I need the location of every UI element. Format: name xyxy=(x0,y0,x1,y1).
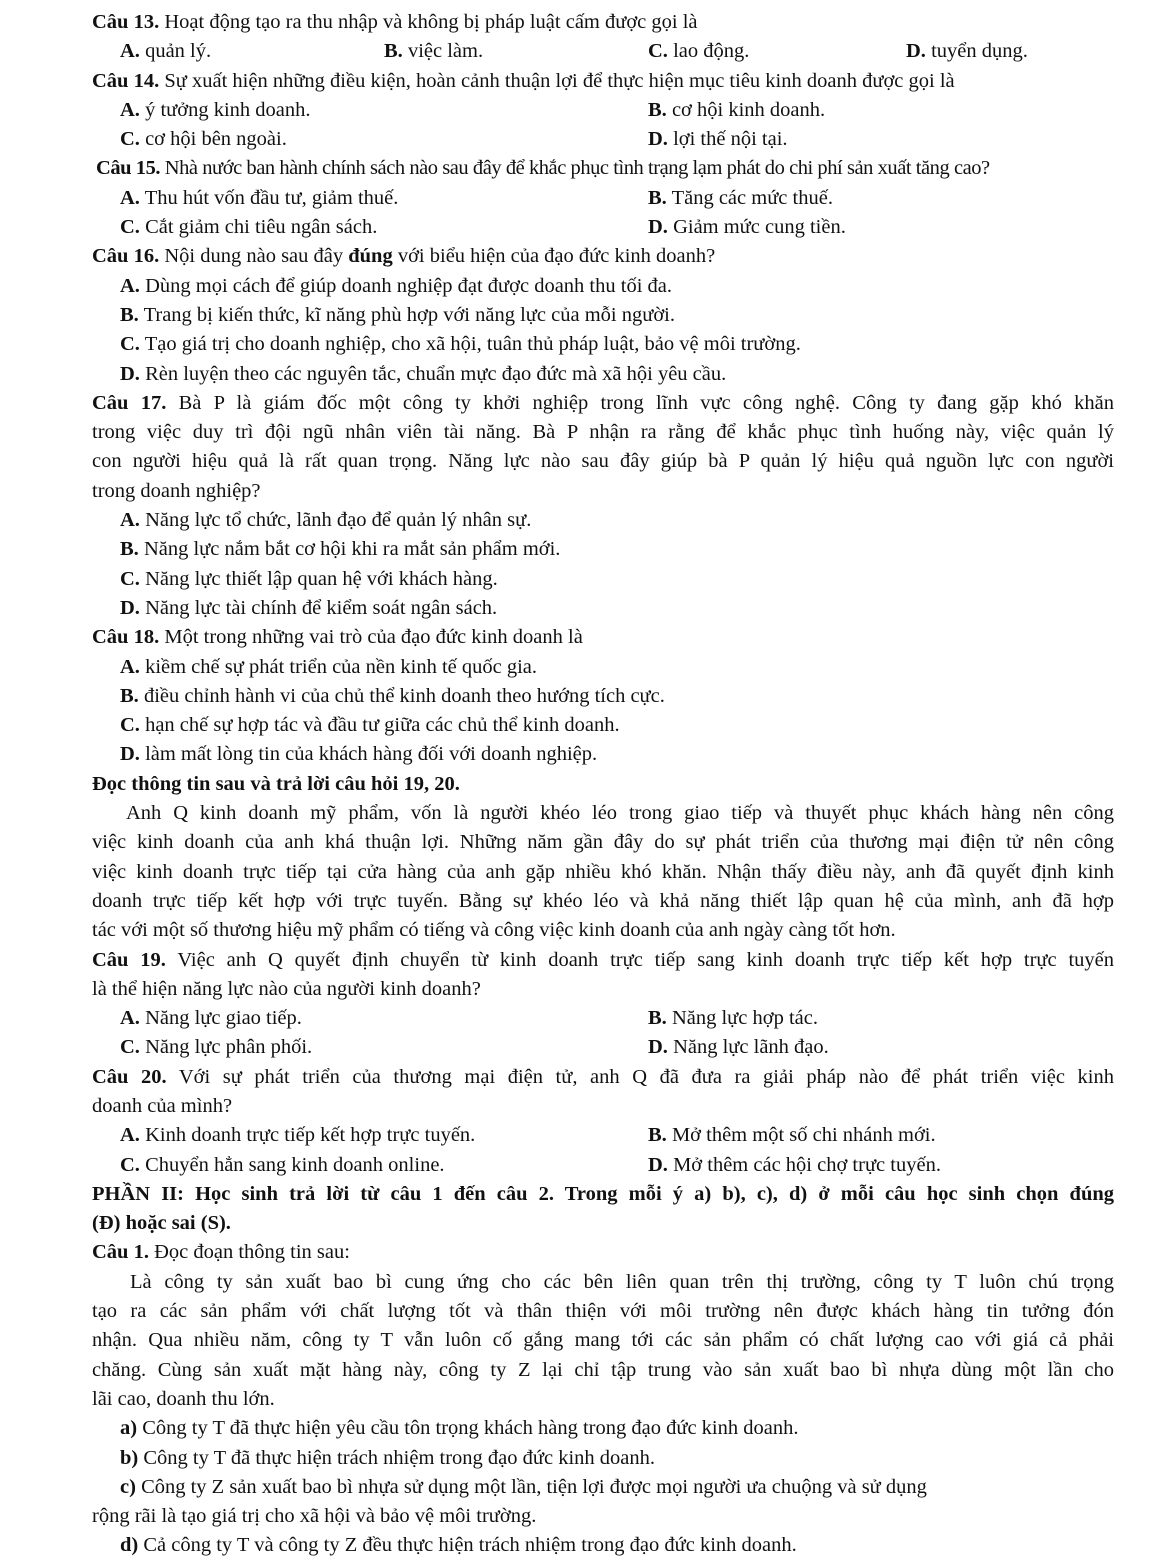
option-c: C. Tạo giá trị cho doanh nghiệp, cho xã hội, tuân thủ pháp luật, bảo vệ môi trường. xyxy=(120,333,801,356)
question-20-line: doanh của mình? xyxy=(92,1094,233,1117)
question-label: Câu 15. xyxy=(96,157,161,180)
question-text: Với sự phát triển của thương mại điện tử, anh Q đã đưa ra giải pháp nào để phát triển việc kinh xyxy=(178,1065,1114,1088)
option-d: D. Giảm mức cung tiền. xyxy=(648,216,846,239)
option-d: D. lợi thế nội tại. xyxy=(648,128,788,151)
question-label: Câu 13. xyxy=(92,11,160,33)
option-b: B. việc làm. xyxy=(384,40,484,63)
passage-line: Là công ty sản xuất bao bì cung ứng cho các bên liên quan trên thị trường, công ty T luôn chú trọng xyxy=(130,1270,1114,1293)
emphasis-word: đúng xyxy=(348,245,393,268)
statement-c: c) Công ty Z sản xuất bao bì nhựa sử dụng một lần, tiện lợi được mọi người ưa chuộng và sử dụng xyxy=(120,1475,927,1498)
options-row xyxy=(92,213,1114,242)
option-c: C. Năng lực phân phối. xyxy=(120,1036,313,1059)
reading-line: tác với một số thương hiệu mỹ phẩm có tiếng và công việc kinh doanh của anh ngày càng tốt hơn. xyxy=(92,919,896,942)
question-13 xyxy=(92,8,1114,37)
option-a: A. Kinh doanh trực tiếp kết hợp trực tuyến. xyxy=(120,1124,476,1147)
option-b: B. Tăng các mức thuế. xyxy=(648,186,833,209)
part2-heading: (Đ) hoặc sai (S). xyxy=(92,1212,231,1235)
option-d: D. làm mất lòng tin của khách hàng đối với doanh nghiệp. xyxy=(120,743,598,766)
options-row xyxy=(92,1151,1114,1180)
passage-line: lãi cao, doanh thu lớn. xyxy=(92,1387,275,1410)
question-20-line xyxy=(92,1063,1114,1092)
statement-c-continued: rộng rãi là tạo giá trị cho xã hội và bảo vệ môi trường. xyxy=(92,1505,537,1528)
options-row xyxy=(92,184,1114,213)
option-c: C. lao động. xyxy=(648,40,750,63)
options-row xyxy=(92,1004,1114,1033)
question-text: Hoạt động tạo ra thu nhập và không bị pháp luật cấm được gọi là xyxy=(164,11,698,33)
question-label: Câu 18. xyxy=(92,626,160,649)
question-17-line: trong việc duy trì đội ngũ nhân viên tài năng. Bà P nhận ra rằng để khắc phục tình huống này, việc quản lý xyxy=(92,421,1114,444)
question-label: Câu 14. xyxy=(92,69,160,92)
question-text: Nội dung nào sau đây xyxy=(164,245,344,268)
option-b: B. Năng lực hợp tác. xyxy=(648,1007,818,1030)
option-b: B. Năng lực nắm bắt cơ hội khi ra mắt sản phẩm mới. xyxy=(120,538,561,561)
question-17-line: trong doanh nghiệp? xyxy=(92,479,261,502)
passage-line: tạo ra các sản phẩm với chất lượng tốt và thân thiện với môi trường nên được khách hàng tin tưởng đón xyxy=(92,1300,1114,1323)
statement-a: a) Công ty T đã thực hiện yêu cầu tôn trọng khách hàng trong đạo đức kinh doanh. xyxy=(120,1417,799,1440)
option-a: A. ý tưởng kinh doanh. xyxy=(120,98,311,121)
reading-line: doanh trực tiếp kết hợp với trực tuyến. Bằng sự khéo léo và khả năng thiết lập quan hệ của mình, anh đã hợp xyxy=(92,889,1114,912)
option-b: B. cơ hội kinh doanh. xyxy=(648,98,826,121)
option-d: D. Mở thêm các hội chợ trực tuyến. xyxy=(648,1153,941,1176)
question-label: Câu 17. xyxy=(92,391,167,414)
question-text: Đọc đoạn thông tin sau: xyxy=(154,1241,350,1264)
option-a: A. Năng lực tổ chức, lãnh đạo để quản lý nhân sự. xyxy=(120,509,532,532)
question-15 xyxy=(92,154,1114,183)
option-d: D. Năng lực tài chính để kiểm soát ngân sách. xyxy=(120,596,498,619)
option-b: B. Mở thêm một số chi nhánh mới. xyxy=(648,1124,936,1147)
part2-heading: PHẦN II: Học sinh trả lời từ câu 1 đến câu 2. Trong mỗi ý a) b), c), d) ở mỗi câu học sinh chọn đúng xyxy=(92,1182,1114,1205)
option-a: A. Dùng mọi cách để giúp doanh nghiệp đạt được doanh thu tối đa. xyxy=(120,274,672,297)
option-d: D. tuyển dụng. xyxy=(906,40,1028,63)
question-19-line: là thể hiện năng lực nào của người kinh doanh? xyxy=(92,977,481,1000)
reading-line: việc kinh doanh trực tiếp tại cửa hàng của anh gặp nhiều khó khăn. Nhận thấy điều này, anh đã quyết định kinh xyxy=(92,860,1114,883)
option-b: B. điều chỉnh hành vi của chủ thể kinh doanh theo hướng tích cực. xyxy=(120,684,665,707)
question-text: với biểu hiện của đạo đức kinh doanh? xyxy=(397,245,716,268)
option-c: C. hạn chế sự hợp tác và đầu tư giữa các chủ thể kinh doanh. xyxy=(120,714,620,737)
question-label: Câu 1. xyxy=(92,1241,149,1264)
question-text: Bà P là giám đốc một công ty khởi nghiệp trong lĩnh vực công nghệ. Công ty đang gặp khó khăn xyxy=(178,391,1114,414)
option-c: C. Chuyển hẳn sang kinh doanh online. xyxy=(120,1153,445,1176)
reading-heading: Đọc thông tin sau và trả lời câu hỏi 19, 20. xyxy=(92,772,460,795)
option-b: B. Trang bị kiến thức, kĩ năng phù hợp với năng lực của mỗi người. xyxy=(120,303,675,326)
reading-line: việc kinh doanh của anh khá thuận lợi. Những năm gần đây do sự phát triển của thương mại điện tử nên công xyxy=(92,831,1114,854)
option-d: D. Năng lực lãnh đạo. xyxy=(648,1036,829,1059)
question-17-line: con người hiệu quả là rất quan trọng. Năng lực nào sau đây giúp bà P quản lý hiệu quả nguồn lực con người xyxy=(92,450,1114,473)
option-a: A. Năng lực giao tiếp. xyxy=(120,1007,302,1030)
exam-page xyxy=(92,8,1114,1561)
question-label: Câu 16. xyxy=(92,245,160,268)
question-17-line xyxy=(92,389,1114,418)
statement-b: b) Công ty T đã thực hiện trách nhiệm trong đạo đức kinh doanh. xyxy=(120,1446,656,1469)
question-label: Câu 19. xyxy=(92,948,166,971)
options-row xyxy=(92,1033,1114,1062)
question-14 xyxy=(92,67,1114,96)
option-a: A. Thu hút vốn đầu tư, giảm thuế. xyxy=(120,186,399,209)
options-row xyxy=(92,1121,1114,1150)
question-text: Sự xuất hiện những điều kiện, hoàn cảnh thuận lợi để thực hiện mục tiêu kinh doanh được gọi là xyxy=(164,69,955,92)
question-text: Một trong những vai trò của đạo đức kinh doanh là xyxy=(164,626,583,649)
question-text: Việc anh Q quyết định chuyển từ kinh doanh trực tiếp sang kinh doanh trực tiếp kết hợp trực tuyến xyxy=(177,948,1114,971)
question-16 xyxy=(92,242,1114,271)
reading-line: Anh Q kinh doanh mỹ phẩm, vốn là người khéo léo trong giao tiếp và thuyết phục khách hàng nên công xyxy=(126,802,1114,825)
question-label: Câu 20. xyxy=(92,1065,167,1088)
question-text: Nhà nước ban hành chính sách nào sau đây để khắc phục tình trạng lạm phát do chi phí sản xuất tăng cao? xyxy=(164,157,990,180)
statement-d: d) Cả công ty T và công ty Z đều thực hiện trách nhiệm trong đạo đức kinh doanh. xyxy=(120,1534,797,1557)
option-d: D. Rèn luyện theo các nguyên tắc, chuẩn mực đạo đức mà xã hội yêu cầu. xyxy=(120,362,727,385)
option-a: A. quản lý. xyxy=(120,40,212,63)
question-19-line xyxy=(92,946,1114,975)
passage-line: chăng. Cùng sản xuất mặt hàng này, công ty Z lại chỉ tập trung vào sản xuất bao bì nhựa dùng một lần cho xyxy=(92,1358,1114,1381)
option-c: C. Năng lực thiết lập quan hệ với khách hàng. xyxy=(120,567,498,590)
part2-question-1 xyxy=(92,1238,1114,1267)
option-c: C. cơ hội bên ngoài. xyxy=(120,128,287,151)
options-row xyxy=(92,96,1114,125)
option-a: A. kiềm chế sự phát triển của nền kinh tế quốc gia. xyxy=(120,655,538,678)
question-18 xyxy=(92,623,1114,652)
options-row xyxy=(92,125,1114,154)
option-c: C. Cắt giảm chi tiêu ngân sách. xyxy=(120,216,378,239)
passage-line: nhận. Qua nhiều năm, công ty T vẫn luôn cố gắng mang tới các sản phẩm có chất lượng cao với giá cả phải xyxy=(92,1329,1114,1352)
options-row xyxy=(92,37,1114,66)
